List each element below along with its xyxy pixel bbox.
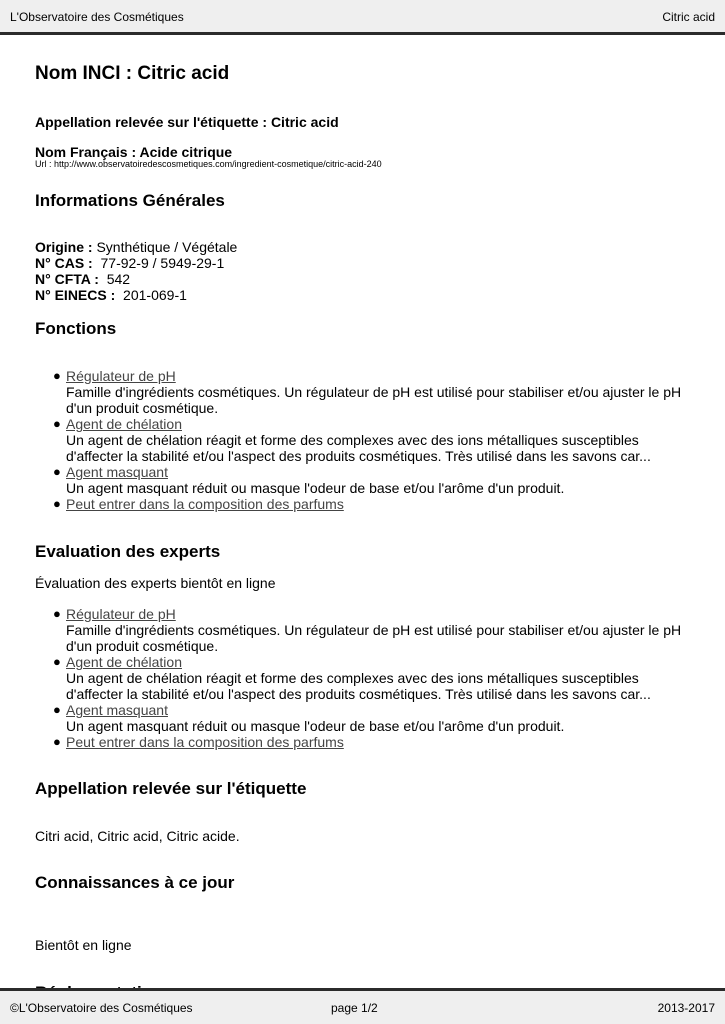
functions-list <box>35 368 695 512</box>
info-label: N° EINECS : <box>35 287 116 303</box>
appellation-line: Appellation relevée sur l'étiquette : Citric acid <box>35 114 339 130</box>
list-item <box>35 654 695 702</box>
page-title: Nom INCI : Citric acid <box>35 63 230 84</box>
experts-heading: Evaluation des experts <box>35 542 221 561</box>
info-row-origine <box>35 239 237 255</box>
list-item <box>35 464 695 496</box>
nom-francais: Nom Français : Acide citrique <box>35 144 233 160</box>
header-site-name: L'Observatoire des Cosmétiques <box>10 10 184 24</box>
footer-copyright: ©L'Observatoire des Cosmétiques <box>10 1001 193 1015</box>
info-value: Synthétique / Végétale <box>92 239 238 255</box>
function-link[interactable]: Agent de chélation <box>66 416 182 432</box>
function-link[interactable]: Peut entrer dans la composition des parfums <box>66 734 344 750</box>
list-item <box>35 416 695 464</box>
list-item <box>35 606 695 654</box>
appellation-text: Citri acid, Citric acid, Citric acide. <box>35 828 240 844</box>
bullet-icon: ● <box>53 368 61 383</box>
info-row-cas <box>35 255 237 271</box>
function-description: Famille d'ingrédients cosmétiques. Un régulateur de pH est utilisé pour stabiliser et/ou ajuster le pH d'un produit cosmétique. <box>66 384 682 416</box>
bullet-icon: ● <box>53 496 61 511</box>
info-row-einecs <box>35 287 237 303</box>
info-value: 201-069-1 <box>115 287 187 303</box>
bullet-icon: ● <box>53 464 61 479</box>
function-link[interactable]: Régulateur de pH <box>66 368 176 384</box>
bullet-icon: ● <box>53 734 61 749</box>
bullet-icon: ● <box>53 416 61 431</box>
functions-heading: Fonctions <box>35 319 117 338</box>
function-link[interactable]: Peut entrer dans la composition des parfums <box>66 496 344 512</box>
info-label: N° CAS : <box>35 255 93 271</box>
footer-page-number: page 1/2 <box>331 1001 378 1015</box>
experts-functions-list <box>35 606 695 750</box>
connaissances-text: Bientôt en ligne <box>35 937 132 953</box>
appellation-heading: Appellation relevée sur l'étiquette <box>35 779 307 798</box>
page-header <box>0 0 725 33</box>
info-value: 542 <box>98 271 131 287</box>
list-item <box>35 368 695 416</box>
function-link[interactable]: Agent masquant <box>66 464 168 480</box>
ingredient-url: Url : http://www.observatoiredescosmetiques.com/ingredient-cosmetique/citric-acid-240 <box>35 159 382 169</box>
bullet-icon: ● <box>53 654 61 669</box>
function-link[interactable]: Agent masquant <box>66 702 168 718</box>
function-link[interactable]: Agent de chélation <box>66 654 182 670</box>
footer-years: 2013-2017 <box>657 1001 715 1015</box>
experts-text: Évaluation des experts bientôt en ligne <box>35 575 276 591</box>
page-footer <box>0 991 725 1024</box>
function-description: Un agent de chélation réagit et forme des complexes avec des ions métalliques susceptibles d'affecter la stabilité et/ou l'aspect des produits cosmétiques. Très utilisé dans les savons car... <box>66 432 651 464</box>
list-item <box>35 496 695 512</box>
function-description: Un agent masquant réduit ou masque l'odeur de base et/ou l'arôme d'un produit. <box>66 718 565 734</box>
header-divider <box>0 32 725 35</box>
function-description: Un agent de chélation réagit et forme des complexes avec des ions métalliques susceptibles d'affecter la stabilité et/ou l'aspect des produits cosmétiques. Très utilisé dans les savons car... <box>66 670 651 702</box>
info-value: 77-92-9 / 5949-29-1 <box>92 255 225 271</box>
info-label: N° CFTA : <box>35 271 99 287</box>
bullet-icon: ● <box>53 606 61 621</box>
info-label: Origine : <box>35 239 93 255</box>
info-heading: Informations Générales <box>35 191 225 210</box>
list-item <box>35 734 695 750</box>
function-description: Famille d'ingrédients cosmétiques. Un régulateur de pH est utilisé pour stabiliser et/ou ajuster le pH d'un produit cosmétique. <box>66 622 682 654</box>
header-ingredient-name: Citric acid <box>662 10 715 24</box>
list-item <box>35 702 695 734</box>
connaissances-heading: Connaissances à ce jour <box>35 873 235 892</box>
function-link[interactable]: Régulateur de pH <box>66 606 176 622</box>
bullet-icon: ● <box>53 702 61 717</box>
function-description: Un agent masquant réduit ou masque l'odeur de base et/ou l'arôme d'un produit. <box>66 480 565 496</box>
info-row-cfta <box>35 271 237 287</box>
info-block <box>35 239 237 303</box>
